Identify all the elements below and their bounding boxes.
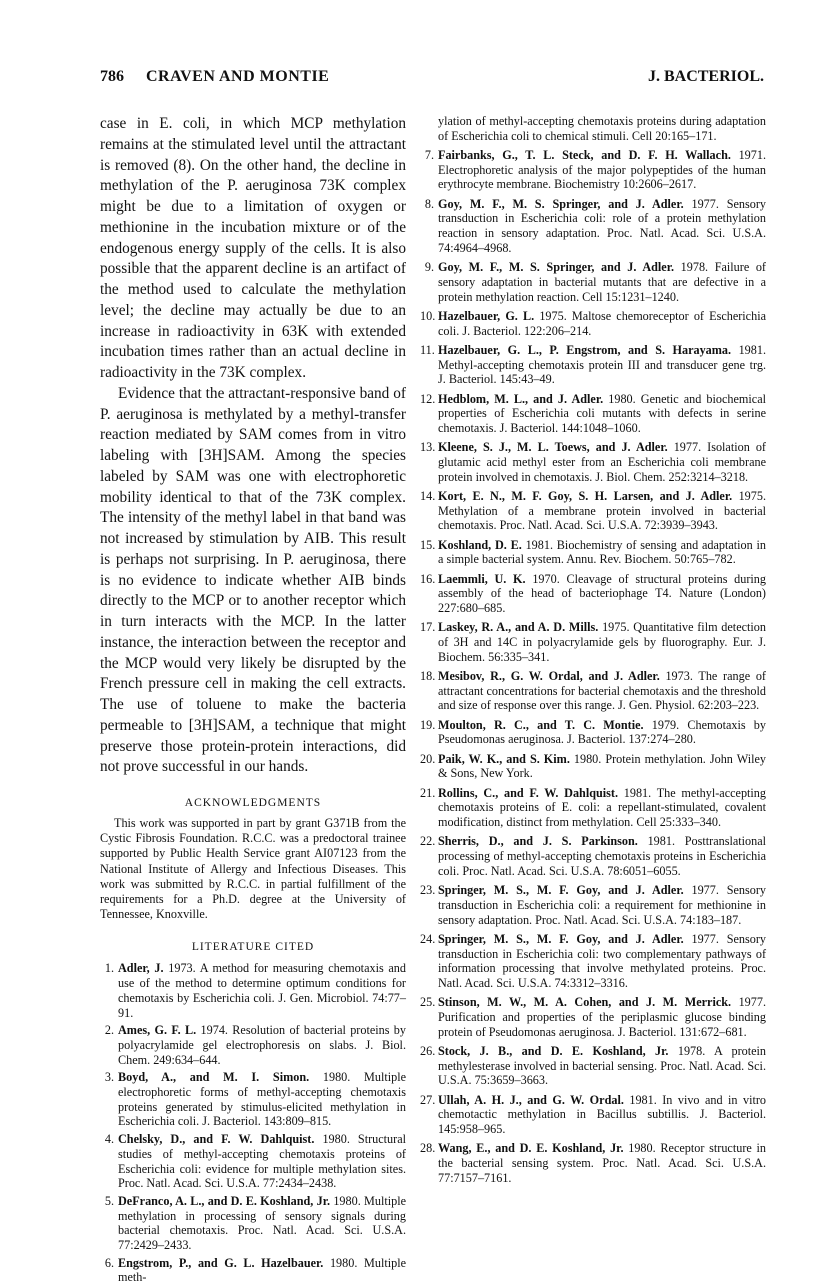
reference-text: 1971. Electrophoretic analysis of the major polypeptides of the human erythrocyte membrane. Biochemistry 10:2606–2617. xyxy=(438,148,766,192)
page-number: 786 xyxy=(100,68,124,85)
reference-item xyxy=(420,669,766,713)
reference-authors: Ames, G. F. L. xyxy=(118,1023,197,1038)
reference-text: 1975. Quantitative film detection of 3H and 14C in polyacrylamide gels by fluorography. Eur. J. Biochem. 56:335–341. xyxy=(438,620,766,664)
reference-item xyxy=(420,148,766,192)
running-header xyxy=(100,68,764,92)
reference-number: 21 . xyxy=(420,786,434,801)
right-column xyxy=(420,114,766,1190)
reference-text: 1975. Maltose chemoreceptor of Escherichia coli. J. Bacteriol. 122:206–214. xyxy=(438,308,766,338)
reference-item xyxy=(100,1194,406,1253)
reference-authors: Goy, M. F., M. S. Springer, and J. Adler. xyxy=(438,196,684,211)
reference-text: 1980. Protein methylation. John Wiley & Sons, New York. xyxy=(438,751,766,781)
discussion-paragraph-1: case in E. coli, in which MCP methylation remains at the stimulated level until the attractant is removed (8). On the other hand, the decline in methylation of the P. aeruginosa 73K complex might be due to a limitation of oxygen or methionine in the incubation mixture or of the endogenous energy supply of the cells. It is also possible that the apparent decline is an artifact of the method used to calculate the methylation level; the decline may actually be due to an increase in radioactivity in 63K with extended incubation times rather than an actual decline in radioactivity in the 73K complex. xyxy=(100,115,406,381)
acknowledgments-heading: ACKNOWLEDGMENTS xyxy=(184,797,322,809)
literature-cited-heading: LITERATURE CITED xyxy=(191,941,315,954)
reference-number: 12 . xyxy=(420,392,434,407)
reference-number: 27 . xyxy=(420,1093,434,1108)
reference-authors: Hazelbauer, G. L. xyxy=(438,308,535,323)
reference-number: 18 . xyxy=(420,669,434,684)
reference-item xyxy=(100,961,406,1020)
reference-text: 1973. The range of attractant concentrations for bacterial chemotaxis and the threshold and size of response over this range. J. Gen. Physiol. 62:203–223. xyxy=(438,669,766,713)
reference-number: 13 . xyxy=(420,440,434,455)
reference-authors: Laemmli, U. K. xyxy=(438,571,526,586)
running-authors: CRAVEN AND MONTIE xyxy=(146,68,330,85)
reference-number: 20 . xyxy=(420,752,434,767)
reference-item xyxy=(420,834,766,878)
reference-text: 1973. A method for measuring chemotaxis and use of the method to determine optimum conditions for chemotaxis by Escherichia coli. J. Gen. Microbiol. 74:77–91. xyxy=(118,961,406,1020)
reference-item xyxy=(420,489,766,533)
reference-text: 1981. Methyl-accepting chemotaxis protein III and transducer gene trg. J. Bacteriol. 145:43–49. xyxy=(438,342,766,387)
reference-text: 1978. Failure of sensory adaptation in bacterial mutants that are defective in a protein methylation reaction. Cell 15:1231–1240. xyxy=(438,260,766,304)
reference-item xyxy=(420,786,766,830)
reference-number: 14 . xyxy=(420,489,434,504)
reference-text: 1981. The methyl-accepting chemotaxis proteins of E. coli: a repellant-stimulated, covalent modification, distinct from methylation. Cell 25:333–340. xyxy=(438,785,766,830)
reference-text: 1981. Biochemistry of sensing and adaptation in a simple bacterial system. Annu. Rev. Biochem. 50:765–782. xyxy=(438,537,766,567)
reference-authors: Moulton, R. C., and T. C. Montie. xyxy=(438,717,644,732)
reference-item xyxy=(420,440,766,484)
reference-authors: Stock, J. B., and D. E. Koshland, Jr. xyxy=(438,1043,669,1058)
reference-number: 15 . xyxy=(420,538,434,553)
reference-item xyxy=(420,260,766,304)
reference-number: 26 . xyxy=(420,1044,434,1059)
reference-item xyxy=(100,1256,406,1285)
journal-name: J. BACTERIOL. xyxy=(647,68,764,85)
reference-text: 1979. Chemotaxis by Pseudomonas aeruginosa. J. Bacteriol. 137:274–280. xyxy=(438,717,766,747)
reference-number: 28 . xyxy=(420,1141,434,1156)
reference-number: 16 . xyxy=(420,572,434,587)
reference-authors: Boyd, A., and M. I. Simon. xyxy=(118,1070,310,1085)
acknowledgments-text: This work was supported in part by grant G371B from the Cystic Fibrosis Foundation. R.C.C. was a predoctoral trainee supported by Public Health Service grant AI07123 from the National Institute of Allergy and Infectious Diseases. This work was submitted by R.C.C. in partial fulfillment of the requirements for a Ph.D. degree at the University of Tennessee, Knoxville. xyxy=(100,816,406,922)
reference-text: 1980. Receptor structure in the bacterial sensing system. Proc. Natl. Acad. Sci. U.S.A. 77:7157–7161. xyxy=(438,1141,767,1185)
reference-item xyxy=(420,883,766,927)
reference-text: 1981. Posttranslational processing of methyl-accepting chemotaxis proteins in Escherichia coli. Proc. Natl. Acad. Sci. U.S.A. 78:6051–6055. xyxy=(438,834,766,878)
reference-authors: Koshland, D. E. xyxy=(438,537,522,552)
reference-authors: DeFranco, A. L., and D. E. Koshland, Jr. xyxy=(118,1193,331,1208)
reference-authors: Springer, M. S., M. F. Goy, and J. Adler. xyxy=(438,931,684,946)
reference-authors: Kort, E. N., M. F. Goy, S. H. Larsen, and J. Adler. xyxy=(438,488,733,503)
reference-text: 1980. Multiple electrophoretic forms of methyl-accepting chemotaxis proteins generated by stimulus-elicited methylation in Escherichia coli. J. Bacteriol. 143:809–815. xyxy=(118,1070,407,1129)
reference-number: 8 . xyxy=(420,197,434,212)
reference-item xyxy=(420,932,766,991)
reference-item xyxy=(420,309,766,338)
reference-authors: Wang, E., and D. E. Koshland, Jr. xyxy=(438,1141,624,1156)
reference-number: 22 . xyxy=(420,834,434,849)
reference-text: 1975. Methylation of a membrane protein involved in bacterial chemotaxis. Proc. Natl. Acad. Sci. U.S.A. 72:3939–3943. xyxy=(438,488,766,533)
reference-text: 1977. Sensory transduction in Escherichia coli: two complementary pathways of information processing that involve methylated proteins. Proc. Natl. Acad. Sci. U.S.A. 74:3312–3316. xyxy=(438,931,766,990)
reference-authors: Sherris, D., and J. S. Parkinson. xyxy=(438,834,638,849)
left-column xyxy=(100,114,406,1288)
reference-authors: Hazelbauer, G. L., P. Engstrom, and S. Harayama. xyxy=(438,342,732,357)
reference-number: 19 . xyxy=(420,718,434,733)
reference-item xyxy=(100,1132,406,1191)
reference-number: 1 . xyxy=(100,961,114,976)
reference-text: 1980. Genetic and biochemical properties of Escherichia coli mutants with defects in serine chemotaxis. J. Bacteriol. 144:1048–1060. xyxy=(438,391,766,435)
reference-item xyxy=(420,197,766,256)
reference-text: 1977. Sensory transduction in Escherichia coli: role of a protein methylation reaction in sensory adaptation. Proc. Natl. Acad. Sci. U.S.A. 74:4964–4968. xyxy=(438,196,766,255)
discussion-paragraph-2: Evidence that the attractant-responsive band of P. aeruginosa is methylated by a methyl-transfer reaction mediated by SAM comes from in vitro labeling with [3H]SAM. Among the species labeled by SAM was one with electrophoretic mobility identical to that of the 73K complex. The intensity of the methyl label in that band was not increased by stimulation by AIB. This result is perhaps not surprising. In P. aeruginosa, there is no evidence to indicate whether AIB binds directly to the MCP or to another receptor which in turn interacts with the MCP. In the latter instance, the interaction between the receptor and the MCP would very likely be disrupted by the French pressure cell in making the cell extracts. The use of toluene to make the bacteria permeable to [3H]SAM, a technique that might preserve those protein-protein interactions, did not prove successful in our hands. xyxy=(100,384,406,776)
reference-text: 1980. Multiple meth- xyxy=(118,1255,406,1285)
reference-6-continuation: ylation of methyl-accepting chemotaxis proteins during adaptation of Escherichia coli to chemical stimuli. Cell 20:165–171. xyxy=(438,114,766,143)
reference-text: 1980. Multiple methylation in processing of sensory signals during bacterial chemotaxis. Proc. Natl. Acad. Sci. U.S.A. 77:2429–2433. xyxy=(118,1193,407,1253)
reference-item xyxy=(100,1023,406,1067)
reference-item xyxy=(420,538,766,567)
reference-number: 6 . xyxy=(100,1256,114,1271)
reference-item xyxy=(420,718,766,747)
reference-item xyxy=(420,343,766,387)
reference-authors: Kleene, S. J., M. L. Toews, and J. Adler. xyxy=(438,440,668,455)
reference-number: 17 . xyxy=(420,620,434,635)
reference-item xyxy=(100,1070,406,1129)
reference-authors: Stinson, M. W., M. A. Cohen, and J. M. Merrick. xyxy=(438,995,732,1010)
reference-number: 23 . xyxy=(420,883,434,898)
reference-number: 3 . xyxy=(100,1070,114,1085)
reference-authors: Hedblom, M. L., and J. Adler. xyxy=(438,391,604,406)
reference-number: 10 . xyxy=(420,309,434,324)
reference-number: 2 . xyxy=(100,1023,114,1038)
reference-text: 1977. Sensory transduction in Escherichia coli: a requirement for methionine in sensory adaptation. Proc. Natl. Acad. Sci. U.S.A. 74:183–187. xyxy=(438,883,766,927)
reference-authors: Rollins, C., and F. W. Dahlquist. xyxy=(438,785,619,800)
reference-item xyxy=(420,995,766,1039)
reference-number: 5 . xyxy=(100,1194,114,1209)
reference-text: 1974. Resolution of bacterial proteins by polyacrylamide gel electrophoresis on slabs. J. Biol. Chem. 249:634–644. xyxy=(118,1023,406,1067)
reference-authors: Paik, W. K., and S. Kim. xyxy=(438,751,570,766)
reference-text: 1981. In vivo and in vitro chemotactic methylation in Bacillus subtillis. J. Bacteriol. 145:958–965. xyxy=(438,1092,766,1137)
reference-text: 1977. Isolation of glutamic acid methyl ester from an Escherichia coli membrane protein involved in chemotaxis. J. Biol. Chem. 252:3214–3218. xyxy=(438,440,766,484)
reference-number: 4 . xyxy=(100,1132,114,1147)
reference-number: 24 . xyxy=(420,932,434,947)
reference-text: 1977. Purification and properties of the periplasmic glucose binding protein of Pseudomonas aeruginosa. J. Bacteriol. 131:672–681. xyxy=(438,995,767,1039)
reference-item xyxy=(420,620,766,664)
reference-authors: Adler, J. xyxy=(118,961,164,976)
reference-number: 25 . xyxy=(420,995,434,1010)
reference-item xyxy=(420,752,766,781)
reference-text: 1970. Cleavage of structural proteins during assembly of the head of bacteriophage T4. Nature (London) 227:680–685. xyxy=(438,571,766,616)
reference-authors: Chelsky, D., and F. W. Dahlquist. xyxy=(118,1132,315,1147)
reference-text: 1980. Structural studies of methyl-accepting chemotaxis proteins of Escherichia coli: evidence for multiple methylation sites. Proc. Natl. Acad. Sci. U.S.A. 77:2434–2438. xyxy=(118,1132,406,1191)
reference-authors: Goy, M. F., M. S. Springer, and J. Adler. xyxy=(438,260,675,275)
reference-authors: Mesibov, R., G. W. Ordal, and J. Adler. xyxy=(438,669,660,684)
reference-authors: Ullah, A. H. J., and G. W. Ordal. xyxy=(438,1092,624,1107)
reference-number: 11 . xyxy=(420,343,434,358)
reference-item xyxy=(420,392,766,436)
reference-number: 7 . xyxy=(420,148,434,163)
reference-authors: Laskey, R. A., and A. D. Mills. xyxy=(438,620,599,635)
reference-item xyxy=(420,1093,766,1137)
reference-list-left xyxy=(100,961,406,1285)
reference-item xyxy=(420,1044,766,1088)
reference-authors: Engstrom, P., and G. L. Hazelbauer. xyxy=(118,1255,324,1270)
reference-text: 1978. A protein methylesterase involved in bacterial sensing. Proc. Natl. Acad. Sci. U.S.A. 75:3659–3663. xyxy=(438,1043,767,1088)
reference-item xyxy=(420,572,766,616)
reference-number: 9 . xyxy=(420,260,434,275)
reference-authors: Fairbanks, G., T. L. Steck, and D. F. H. Wallach. xyxy=(438,148,731,162)
reference-item xyxy=(420,1141,766,1185)
reference-list-right xyxy=(420,148,766,1185)
reference-authors: Springer, M. S., M. F. Goy, and J. Adler. xyxy=(438,883,684,898)
